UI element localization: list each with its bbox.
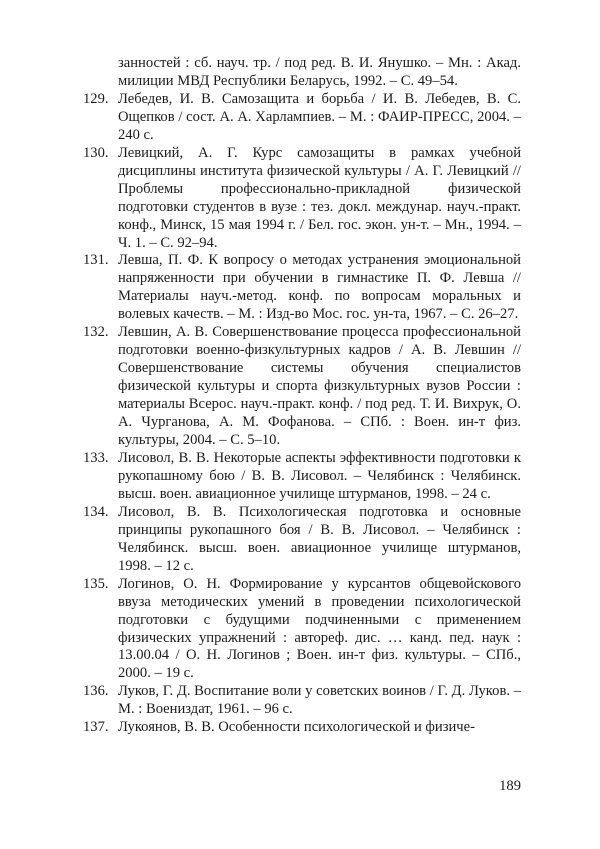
entry-text: Левшин, А. В. Совершенствование процесса профессиональной подготовки военно-физкультурных кадров / А. В. Левшин // Совершенствование системы обучения специалистов физической культуры и спорта физкультурных вузов России : материалы Всерос. науч.-практ. конф. / под ред. Т. И. Вихрук, О. А. Чурганова, А. М. Фофанова. – СПб. : Воен. ин-т физ. культуры, 2004. – С. 5–10.	[118, 324, 521, 449]
entry-text: Лисовол, В. В. Некоторые аспекты эффективности подготовки к рукопашному бою / В. В. Лисовол. – Челябинск : Челябинск. высш. воен. авиационное училище штурманов, 1998. – 24 с.	[118, 449, 521, 502]
bibliography-entry	[83, 576, 521, 684]
entry-number: 137.	[83, 719, 109, 736]
entry-text: Логинов, О. Н. Формирование у курсантов общевойскового ввуза методических умений в проведении психологической подготовки с будущими подчиненными с применением физических упражнений : автореф. дис. … канд. пед. наук : 13.00.04 / О. Н. Логинов ; Воен. ин-т физ. культуры. – СПб., 2000. – 19 с.	[118, 575, 521, 682]
entry-text: Луков, Г. Д. Воспитание воли у советских воинов / Г. Д. Луков. – М. : Воениздат, 1961. – 96 с.	[118, 683, 521, 718]
entry-number: 136.	[83, 683, 109, 700]
bibliography-content	[83, 55, 521, 737]
entry-number: 132.	[83, 324, 109, 341]
bibliography-list	[83, 91, 521, 737]
bibliography-entry	[83, 252, 521, 324]
bibliography-entry	[83, 91, 521, 145]
bibliography-entry	[83, 324, 521, 450]
entry-text: Лукоянов, В. В. Особенности психологической и физиче-	[118, 719, 475, 736]
entry-number: 135.	[83, 575, 109, 592]
entry-text: Лебедев, И. В. Самозащита и борьба / И. В. Лебедев, В. С. Ощепков / сост. А. А. Харлампиев. – М. : ФАИР-ПРЕСС, 2004. – 240 с.	[118, 90, 521, 143]
bibliography-entry	[83, 450, 521, 504]
entry-text: Левша, П. Ф. К вопросу о методах устранения эмоциональной напряженности при обучении в гимнастике П. Ф. Левша // Материалы науч.-метод. конф. по вопросам моральных и волевых качеств. – М. : Изд-во Мос. гос. ун-та, 1967. – С. 26–27.	[118, 252, 521, 323]
bibliography-entry	[83, 719, 521, 737]
entry-number: 133.	[83, 449, 109, 466]
entry-number: 129.	[83, 90, 109, 107]
bibliography-entry	[83, 683, 521, 719]
entry-number: 131.	[83, 252, 109, 269]
bibliography-entry	[83, 504, 521, 576]
page-number: 189	[499, 778, 521, 794]
entry-continuation-text: занностей : сб. науч. тр. / под ред. В. И. Янушко. – Мн. : Акад. милиции МВД Республики Беларусь, 1992. – С. 49–54.	[118, 55, 521, 89]
bibliography-entry	[83, 145, 521, 253]
entry-number: 130.	[83, 144, 109, 161]
entry-text: Лисовол, В. В. Психологическая подготовка и основные принципы рукопашного боя / В. В. Лисовол. – Челябинск : Челябинск. высш. воен. авиационное училище штурманов, 1998. – 12 с.	[118, 503, 521, 574]
entry-text: Левицкий, А. Г. Курс самозащиты в рамках учебной дисциплины института физической культуры / А. Г. Левицкий // Проблемы профессионально-прикладной физической подготовки студентов в вузе : тез. докл. междунар. науч.-практ. конф., Минск, 15 мая 1994 г. / Бел. гос. экон. ун-т. – Мн., 1994. – Ч. 1. – С. 92–94.	[118, 144, 521, 251]
entry-number: 134.	[83, 503, 109, 520]
